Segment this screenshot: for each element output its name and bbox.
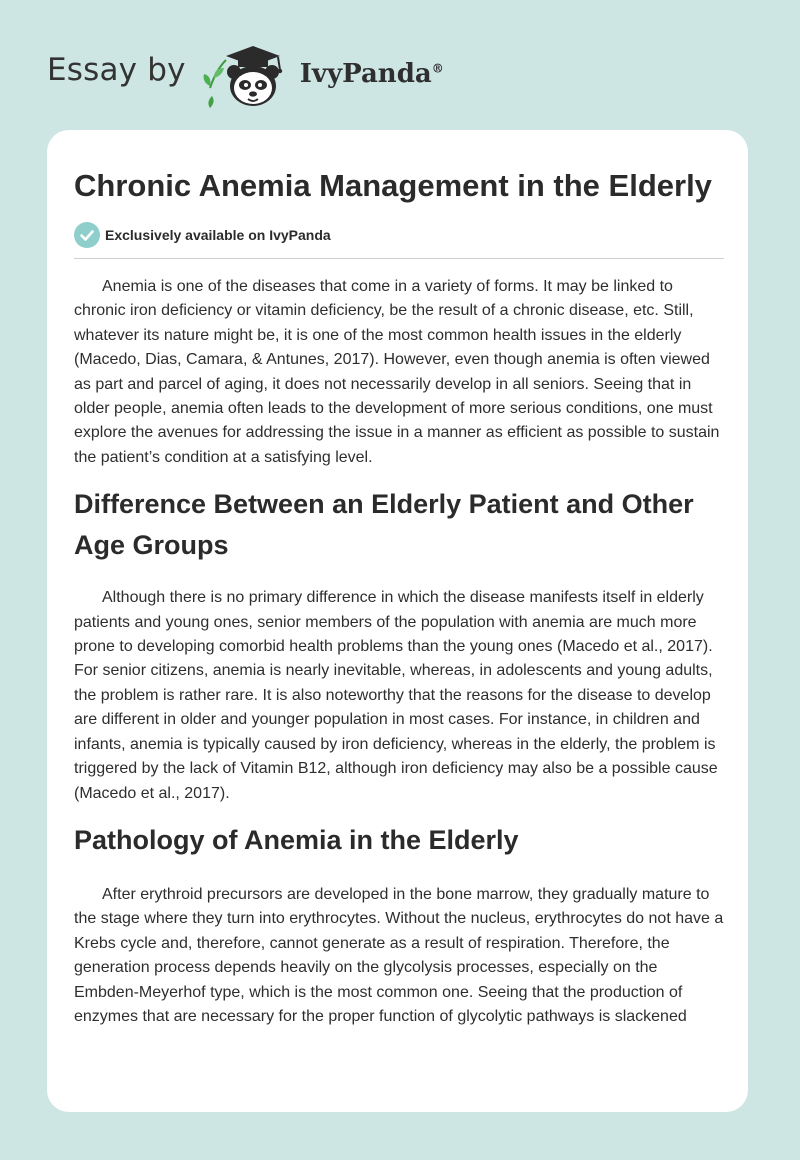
check-circle-icon (74, 222, 100, 248)
section-heading-pathology: Pathology of Anemia in the Elderly (74, 824, 519, 855)
article-card (47, 130, 748, 1112)
panda-graduate-icon (200, 36, 296, 112)
paragraph-difference: Although there is no primary difference in which the disease manifests itself in elderly patients and young ones, senior members of the population with anemia are much more prone to developing comorbid health problems than the young ones (Macedo et al., 2017). For senior citizens, anemia is nearly inevitable, whereas, in adolescents and young adults, the problem is rather rare. It is also noteworthy that the reasons for the disease to develop are different in older and younger population in most cases. For instance, in children and infants, anemia is typically caused by iron deficiency, whereas in the elderly, the problem is triggered by the lack of Vitamin B12, although iron deficiency may also be a possible cause (Macedo et al., 2017). (74, 589, 718, 802)
exclusive-badge (74, 222, 724, 248)
paragraph-pathology: After erythroid precursors are developed in the bone marrow, they gradually mature to the stage where they turn into erythrocytes. Without the nucleus, erythrocytes do not have a Krebs cycle and, therefore, cannot generate as a result of respiration. Therefore, the generation process depends heavily on the glycolysis processes, especially on the Embden-Meyerhof type, which is the most common one. Seeing that the production of enzymes that are necessary for the proper function of glycolytic pathways is slackened (74, 885, 724, 1025)
exclusive-badge-text: Exclusively available on IvyPanda (105, 227, 331, 243)
brand-name: IvyPanda® (299, 59, 444, 89)
paragraph-intro: Anemia is one of the diseases that come in a variety of forms. It may be linked to chronic iron deficiency or vitamin deficiency, be the result of a chronic disease, etc. Still, whatever its nature might be, it is one of the most common health issues in the elderly (Macedo, Dias, Camara, & Antunes, 2017). However, even though anemia is often viewed as part and parcel of aging, it does not necessarily develop in all seniors. Seeing that in older people, anemia often leads to the development of more serious conditions, one must explore the avenues for addressing the issue in a manner as efficient as possible to sustain the patient’s condition at a satisfying level. (74, 278, 720, 466)
registered-mark: ® (431, 61, 444, 76)
section-heading-difference: Difference Between an Elderly Patient and Other Age Groups (74, 489, 694, 561)
brand-header (47, 36, 444, 112)
brand-prefix: Essay by (47, 52, 186, 88)
article-content (74, 130, 724, 1029)
page-title: Chronic Anemia Management in the Elderly (74, 168, 712, 203)
title-divider (74, 258, 724, 259)
